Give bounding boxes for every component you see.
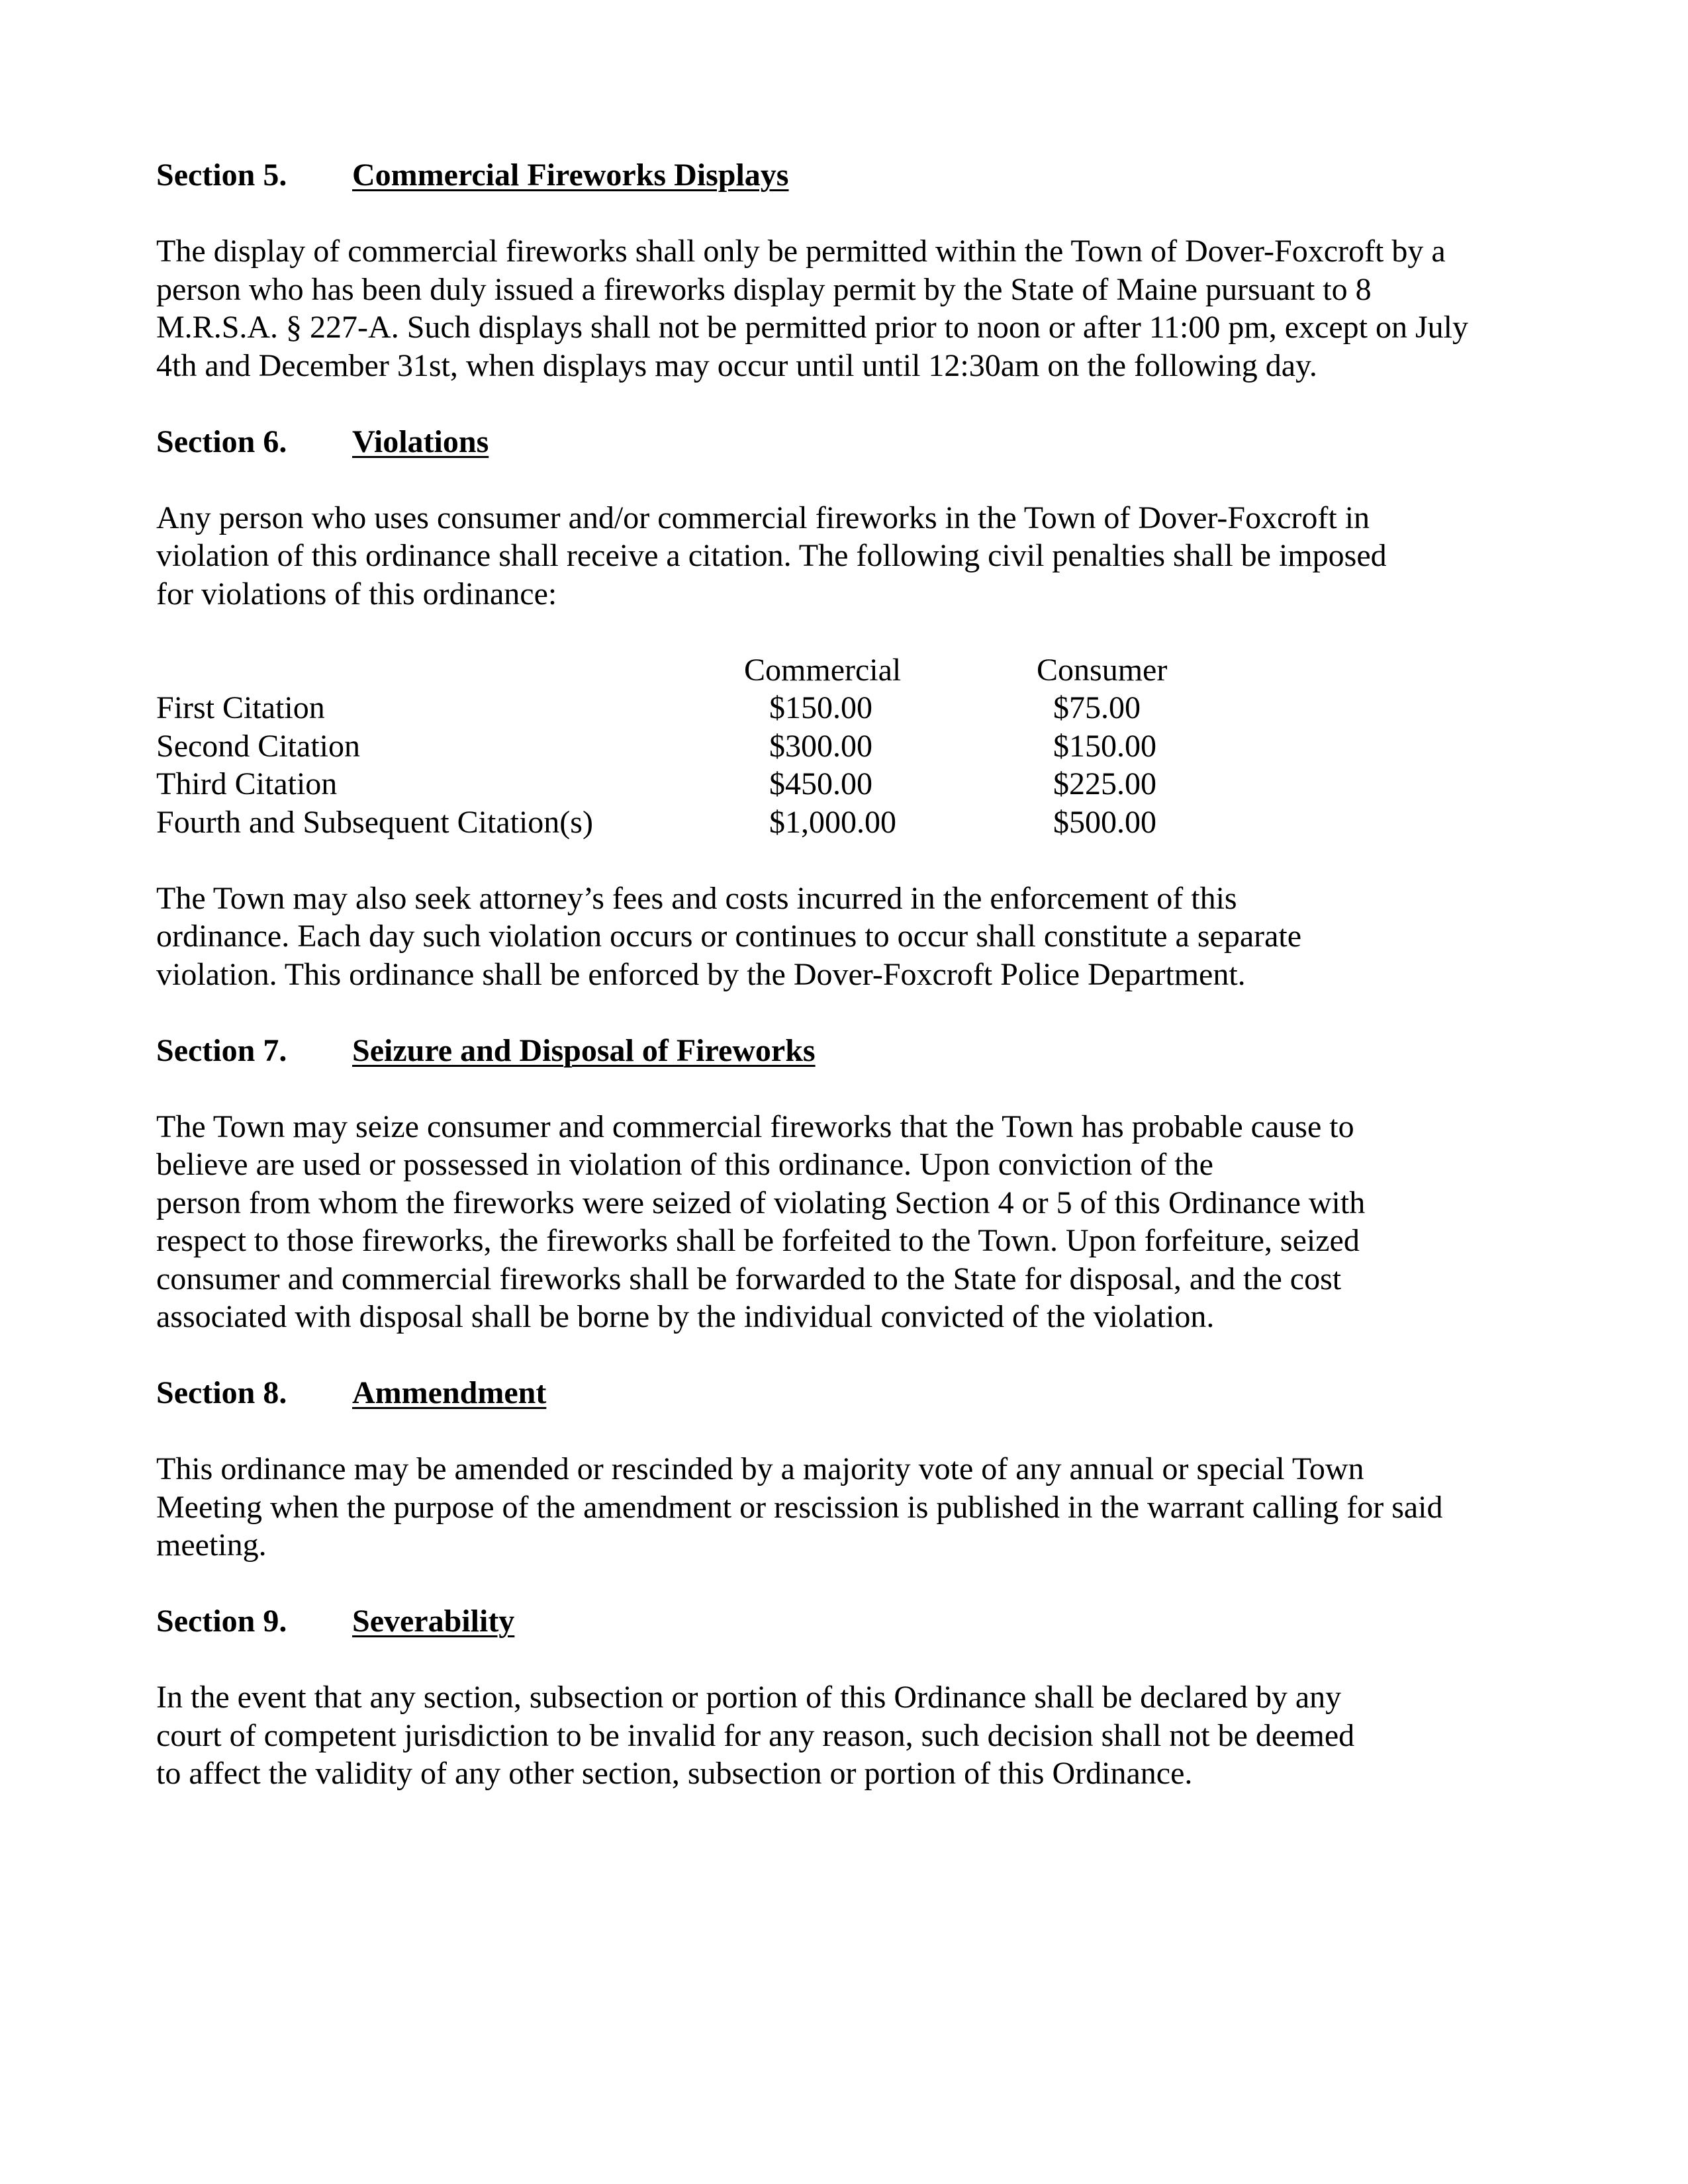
section-7-body	[156, 1108, 1533, 1336]
commercial-amount: $300.00	[769, 728, 872, 764]
paragraph-line: The Town may seize consumer and commercial fireworks that the Town has probable cause to	[156, 1109, 1354, 1144]
section-8-heading	[156, 1374, 1533, 1412]
paragraph-line: person from whom the fireworks were seized of violating Section 4 or 5 of this Ordinance with	[156, 1185, 1366, 1220]
section-7-heading	[156, 1032, 1533, 1070]
paragraph-line: M.R.S.A. § 227-A. Such displays shall not be permitted prior to noon or after 11:00 pm, except on July	[156, 310, 1468, 345]
spacer	[156, 993, 1533, 1032]
section-title: Violations	[352, 424, 489, 459]
spacer	[156, 385, 1533, 423]
consumer-amount: $75.00	[1053, 690, 1141, 725]
spacer	[156, 613, 1533, 651]
section-9-heading	[156, 1602, 1533, 1641]
section-number: Section 6.	[156, 424, 287, 459]
paragraph-line: ordinance. Each day such violation occurs or continues to occur shall constitute a separate	[156, 919, 1302, 954]
spacer	[156, 195, 1533, 233]
section-number: Section 7.	[156, 1032, 287, 1068]
spacer	[156, 1565, 1533, 1603]
section-title: Commercial Fireworks Displays	[352, 158, 789, 193]
table-row	[156, 803, 1533, 842]
commercial-amount: $1,000.00	[769, 804, 896, 840]
section-6-heading	[156, 423, 1533, 461]
paragraph-line: person who has been duly issued a fireworks display permit by the State of Maine pursuant to 8	[156, 271, 1372, 307]
paragraph-line: Any person who uses consumer and/or commercial fireworks in the Town of Dover-Foxcroft in	[156, 500, 1370, 535]
column-header-consumer: Consumer	[1037, 652, 1168, 688]
paragraph-line: In the event that any section, subsection or portion of this Ordinance shall be declared by any	[156, 1680, 1342, 1715]
citation-label: Fourth and Subsequent Citation(s)	[156, 804, 593, 840]
consumer-amount: $150.00	[1053, 728, 1156, 764]
table-row	[156, 689, 1533, 727]
citation-label: First Citation	[156, 690, 325, 725]
paragraph-line: believe are used or possessed in violation of this ordinance. Upon conviction of the	[156, 1147, 1213, 1182]
paragraph-line: violation of this ordinance shall receive a citation. The following civil penalties shall be imposed	[156, 538, 1387, 573]
section-8-body	[156, 1450, 1533, 1565]
paragraph-line: court of competent jurisdiction to be invalid for any reason, such decision shall not be deemed	[156, 1717, 1355, 1753]
spacer	[156, 1069, 1533, 1108]
section-title: Ammendment	[352, 1375, 547, 1410]
paragraph-line: to affect the validity of any other section, subsection or portion of this Ordinance.	[156, 1756, 1193, 1791]
spacer	[156, 1412, 1533, 1451]
penalty-table-header	[156, 651, 1533, 690]
paragraph-line: for violations of this ordinance:	[156, 576, 557, 612]
penalty-table	[156, 651, 1533, 842]
paragraph-line: consumer and commercial fireworks shall be forwarded to the State for disposal, and the cost	[156, 1261, 1342, 1297]
commercial-amount: $450.00	[769, 766, 872, 801]
section-number: Section 9.	[156, 1604, 287, 1639]
citation-label: Second Citation	[156, 728, 360, 764]
spacer	[156, 1336, 1533, 1375]
document-page	[156, 156, 1533, 1793]
paragraph-line: This ordinance may be amended or rescinded by a majority vote of any annual or special Town	[156, 1451, 1364, 1486]
spacer	[156, 461, 1533, 499]
paragraph-line: respect to those fireworks, the fireworks shall be forfeited to the Town. Upon forfeiture, seized	[156, 1223, 1360, 1258]
paragraph-line: Meeting when the purpose of the amendment or rescission is published in the warrant calling for said	[156, 1489, 1443, 1525]
paragraph-line: meeting.	[156, 1527, 267, 1563]
section-number: Section 8.	[156, 1375, 287, 1410]
paragraph-line: The display of commercial fireworks shall only be permitted within the Town of Dover-Foxcroft by a	[156, 234, 1446, 269]
column-header-commercial: Commercial	[744, 652, 902, 688]
section-6-closing	[156, 880, 1533, 994]
section-6-body	[156, 499, 1533, 614]
paragraph-line: associated with disposal shall be borne by the individual convicted of the violation.	[156, 1299, 1215, 1334]
section-5-body	[156, 232, 1533, 385]
consumer-amount: $500.00	[1053, 804, 1156, 840]
consumer-amount: $225.00	[1053, 766, 1156, 801]
spacer	[156, 841, 1533, 880]
spacer	[156, 1641, 1533, 1679]
section-number: Section 5.	[156, 158, 287, 193]
table-row	[156, 765, 1533, 803]
commercial-amount: $150.00	[769, 690, 872, 725]
table-row	[156, 727, 1533, 766]
citation-label: Third Citation	[156, 766, 338, 801]
paragraph-line: violation. This ordinance shall be enforced by the Dover-Foxcroft Police Department.	[156, 956, 1246, 992]
paragraph-line: The Town may also seek attorney’s fees and costs incurred in the enforcement of this	[156, 880, 1237, 916]
section-9-body	[156, 1678, 1533, 1793]
section-5-heading	[156, 156, 1533, 195]
section-title: Severability	[352, 1604, 515, 1639]
section-title: Seizure and Disposal of Fireworks	[352, 1032, 816, 1068]
paragraph-line: 4th and December 31st, when displays may occur until until 12:30am on the following day.	[156, 347, 1317, 383]
